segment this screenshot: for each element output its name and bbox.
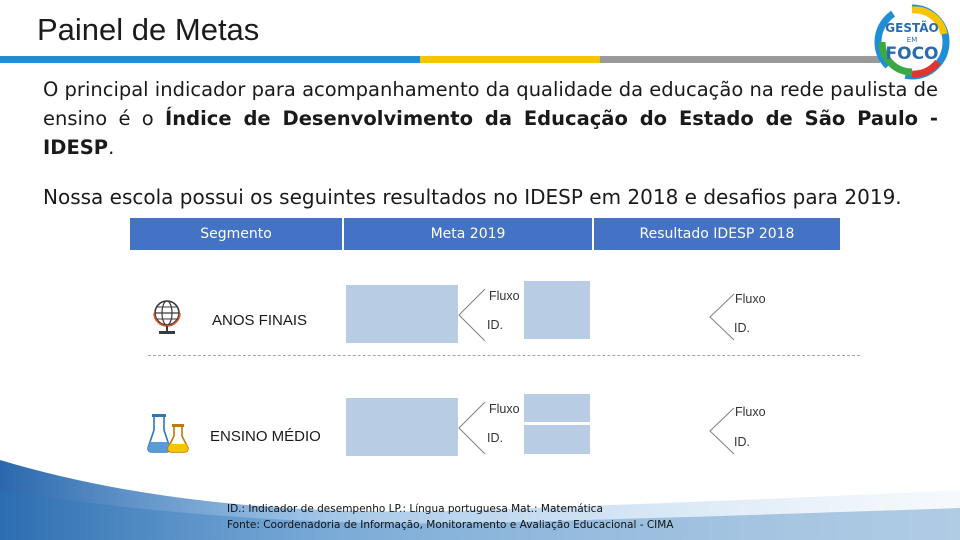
result-id-label-anos-finais: ID.	[734, 321, 750, 335]
page-title: Painel de Metas	[37, 12, 260, 47]
intro-text: O principal indicador para acompanhamento da qualidade da educação na rede paulista de ensino é o	[43, 78, 938, 130]
meta-fluxo-value-box-ensino-medio	[524, 394, 590, 422]
result-fluxo-label-ensino-medio: Fluxo	[735, 405, 766, 419]
subtitle-paragraph: Nossa escola possui os seguintes resultados no IDESP em 2018 e desafios para 2019.	[43, 185, 902, 209]
meta-id-label-anos-finais: ID.	[487, 318, 503, 332]
logo-line2: EM	[906, 36, 918, 44]
result-fluxo-label-anos-finais: Fluxo	[735, 292, 766, 306]
title-underline	[0, 56, 880, 63]
meta-fluxo-label-ensino-medio: Fluxo	[489, 402, 520, 416]
meta-bracket-anos-finais	[457, 287, 487, 343]
meta-id-label-ensino-medio: ID.	[487, 431, 503, 445]
segment-anos-finais: ANOS FINAIS	[212, 312, 308, 329]
logo-line1: GESTÃO	[885, 21, 939, 35]
footer-notes	[227, 501, 674, 533]
footer-legend: ID.: Indicador de desempenho LP.: Língua portuguesa Mat.: Matemática	[227, 503, 603, 515]
header-segmento: Segmento	[130, 218, 342, 250]
logo-line3: FOCO	[885, 44, 939, 64]
meta-bracket-ensino-medio	[457, 400, 487, 456]
intro-highlight: Índice de Desenvolvimento da Educação do Estado de São Paulo - IDESP	[43, 107, 938, 159]
meta-box-anos-finais	[346, 285, 458, 343]
meta-box-ensino-medio	[346, 398, 458, 456]
flasks-icon	[146, 414, 190, 454]
segment-ensino-medio: ENSINO MÉDIO	[210, 428, 321, 445]
header-resultado-2018: Resultado IDESP 2018	[594, 218, 840, 250]
meta-fluxo-label-anos-finais: Fluxo	[489, 289, 520, 303]
result-bracket-ensino-medio	[708, 406, 736, 456]
footer-source: Fonte: Coordenadoria de Informação, Monitoramento e Avaliação Educacional - CIMA	[227, 519, 674, 531]
globe-icon	[150, 298, 184, 336]
gestao-em-foco-logo	[872, 4, 952, 80]
intro-paragraph	[43, 75, 938, 162]
intro-end: .	[108, 136, 115, 159]
meta-value-box-anos-finais	[524, 281, 590, 339]
result-bracket-anos-finais	[708, 292, 736, 342]
row-divider	[148, 355, 860, 356]
result-id-label-ensino-medio: ID.	[734, 435, 750, 449]
header-meta-2019: Meta 2019	[344, 218, 592, 250]
